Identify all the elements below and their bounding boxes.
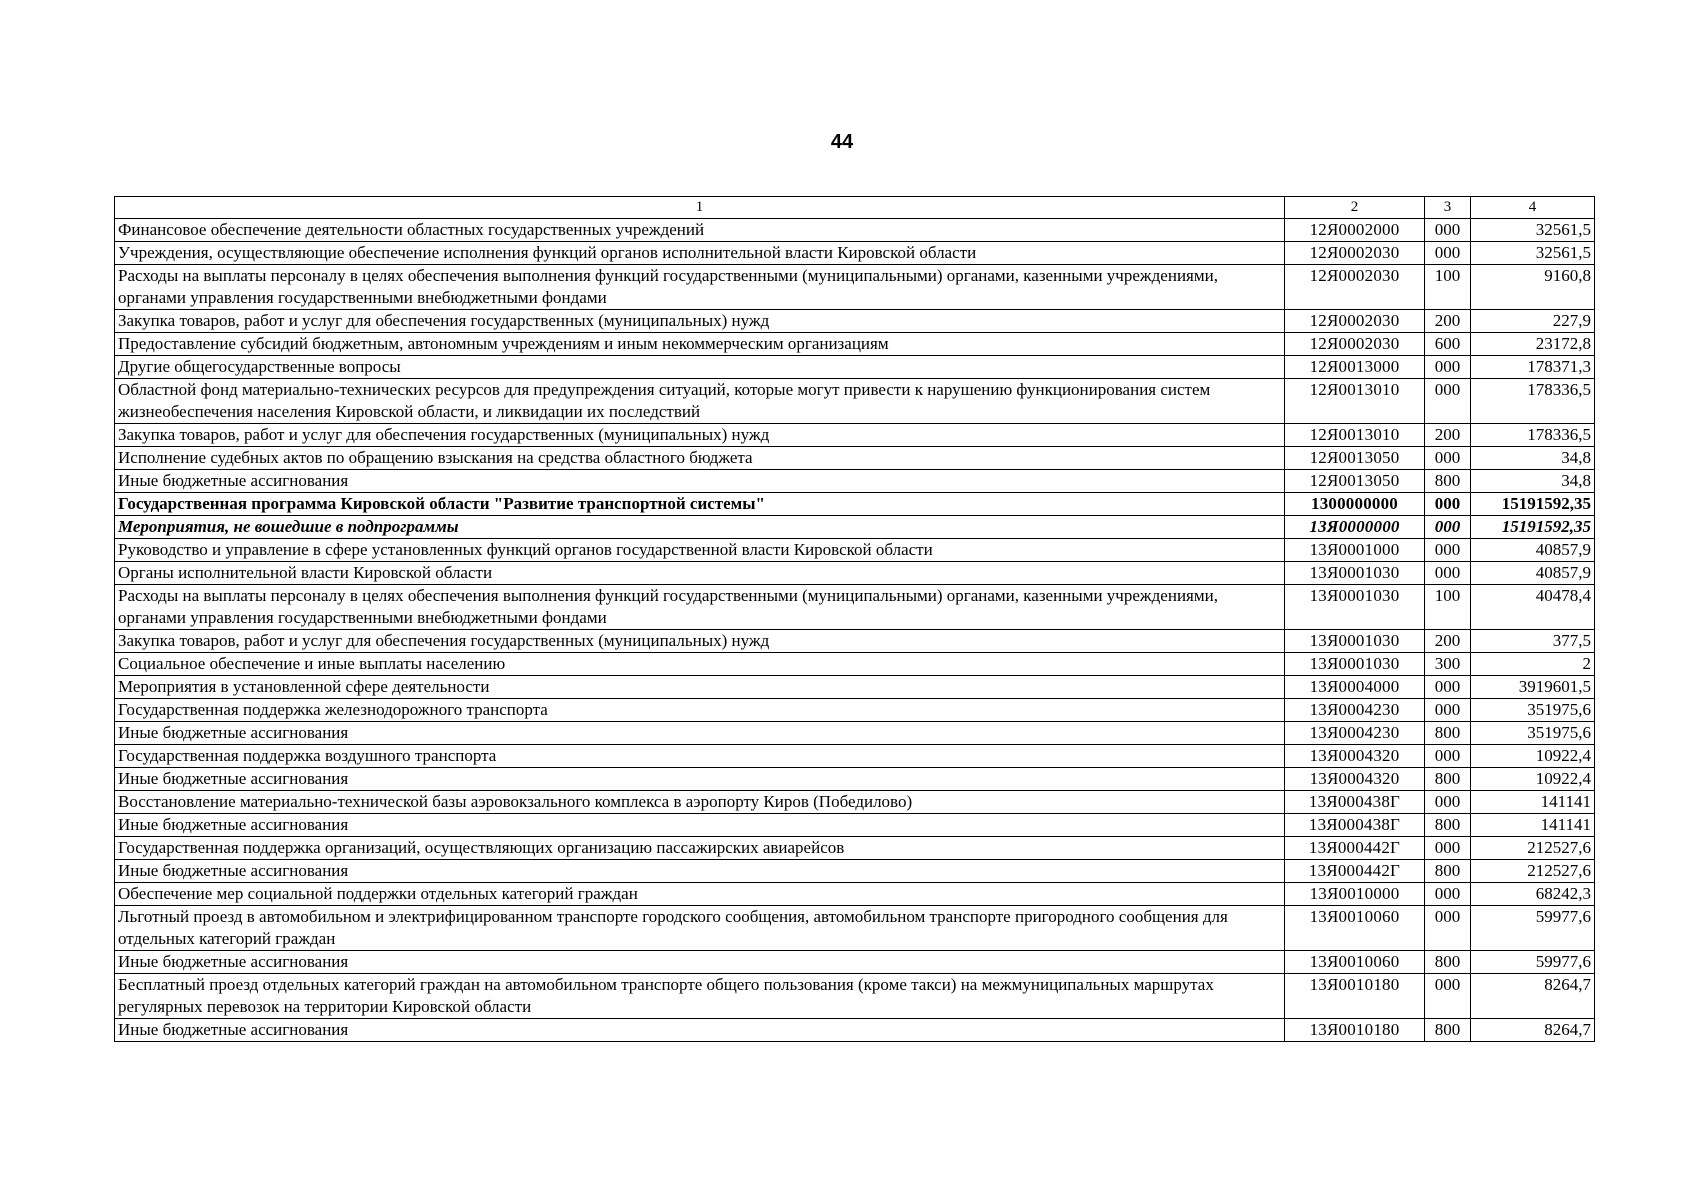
column-header-amount: 4	[1471, 197, 1595, 219]
row-code-cell: 13Я000442Г	[1285, 837, 1425, 860]
table-row	[115, 768, 1595, 791]
row-name-cell: Социальное обеспечение и иные выплаты населению	[115, 653, 1285, 676]
column-header-vr: 3	[1425, 197, 1471, 219]
row-code-cell: 12Я0002030	[1285, 310, 1425, 333]
row-name-cell: Государственная поддержка воздушного транспорта	[115, 745, 1285, 768]
row-code-cell: 13Я0000000	[1285, 516, 1425, 539]
table-row	[115, 906, 1595, 951]
row-vr-cell: 000	[1425, 676, 1471, 699]
table-row	[115, 837, 1595, 860]
row-amount-cell: 15191592,35	[1471, 516, 1595, 539]
row-vr-cell: 000	[1425, 447, 1471, 470]
row-code-cell: 13Я0010180	[1285, 974, 1425, 1019]
row-name-cell: Иные бюджетные ассигнования	[115, 860, 1285, 883]
row-vr-cell: 800	[1425, 814, 1471, 837]
row-code-cell: 13Я0004230	[1285, 699, 1425, 722]
row-name-cell: Бесплатный проезд отдельных категорий граждан на автомобильном транспорте общего пользования (кроме такси) на межмуниципальных маршрутах регулярных перевозок на территории Кировской области	[115, 974, 1285, 1019]
row-code-cell: 13Я0010000	[1285, 883, 1425, 906]
row-amount-cell: 8264,7	[1471, 1019, 1595, 1042]
row-code-cell: 13Я0001030	[1285, 562, 1425, 585]
row-vr-cell: 000	[1425, 539, 1471, 562]
row-name-cell: Другие общегосударственные вопросы	[115, 356, 1285, 379]
table-row	[115, 585, 1595, 630]
table-row	[115, 745, 1595, 768]
table-body	[115, 219, 1595, 1042]
table-header-row	[115, 197, 1595, 219]
row-name-cell: Областной фонд материально-технических ресурсов для предупреждения ситуаций, которые могут привести к нарушению функционирования систем жизнеобеспечения населения Кировской области, и ликвидации их последствий	[115, 379, 1285, 424]
row-amount-cell: 10922,4	[1471, 745, 1595, 768]
row-amount-cell: 10922,4	[1471, 768, 1595, 791]
row-code-cell: 12Я0002030	[1285, 242, 1425, 265]
table-row	[115, 630, 1595, 653]
row-vr-cell: 000	[1425, 219, 1471, 242]
table-row	[115, 814, 1595, 837]
row-vr-cell: 800	[1425, 722, 1471, 745]
row-name-cell: Мероприятия в установленной сфере деятельности	[115, 676, 1285, 699]
row-amount-cell: 8264,7	[1471, 974, 1595, 1019]
row-code-cell: 13Я0001030	[1285, 585, 1425, 630]
table-row	[115, 699, 1595, 722]
row-code-cell: 13Я0004000	[1285, 676, 1425, 699]
table-row	[115, 470, 1595, 493]
row-amount-cell: 32561,5	[1471, 219, 1595, 242]
row-name-cell: Иные бюджетные ассигнования	[115, 722, 1285, 745]
table-row	[115, 951, 1595, 974]
row-code-cell: 13Я000438Г	[1285, 814, 1425, 837]
table-row	[115, 424, 1595, 447]
row-vr-cell: 000	[1425, 745, 1471, 768]
table-row	[115, 791, 1595, 814]
column-header-code: 2	[1285, 197, 1425, 219]
row-vr-cell: 000	[1425, 356, 1471, 379]
row-amount-cell: 34,8	[1471, 470, 1595, 493]
column-header-name: 1	[115, 197, 1285, 219]
row-vr-cell: 000	[1425, 837, 1471, 860]
row-amount-cell: 2	[1471, 653, 1595, 676]
row-name-cell: Закупка товаров, работ и услуг для обеспечения государственных (муниципальных) нужд	[115, 630, 1285, 653]
row-vr-cell: 000	[1425, 379, 1471, 424]
table-row	[115, 447, 1595, 470]
row-code-cell: 12Я0002030	[1285, 333, 1425, 356]
row-code-cell: 1300000000	[1285, 493, 1425, 516]
row-vr-cell: 000	[1425, 562, 1471, 585]
row-amount-cell: 9160,8	[1471, 265, 1595, 310]
row-name-cell: Расходы на выплаты персоналу в целях обеспечения выполнения функций государственными (муниципальными) органами, казенными учреждениями, органами управления государственными внебюджетными фондами	[115, 265, 1285, 310]
table-row	[115, 653, 1595, 676]
table-row	[115, 219, 1595, 242]
table-row	[115, 722, 1595, 745]
row-vr-cell: 000	[1425, 974, 1471, 1019]
table-row	[115, 333, 1595, 356]
row-amount-cell: 212527,6	[1471, 837, 1595, 860]
table-row	[115, 539, 1595, 562]
row-code-cell: 13Я0004320	[1285, 745, 1425, 768]
row-vr-cell: 800	[1425, 470, 1471, 493]
row-vr-cell: 100	[1425, 265, 1471, 310]
row-name-cell: Мероприятия, не вошедшие в подпрограммы	[115, 516, 1285, 539]
table-row	[115, 356, 1595, 379]
row-code-cell: 12Я0013050	[1285, 470, 1425, 493]
row-name-cell: Иные бюджетные ассигнования	[115, 814, 1285, 837]
row-code-cell: 13Я0010060	[1285, 951, 1425, 974]
row-vr-cell: 000	[1425, 791, 1471, 814]
row-amount-cell: 34,8	[1471, 447, 1595, 470]
page-number: 44	[830, 131, 854, 153]
row-vr-cell: 000	[1425, 242, 1471, 265]
row-name-cell: Восстановление материально-технической базы аэровокзального комплекса в аэропорту Киров (Победилово)	[115, 791, 1285, 814]
row-code-cell: 12Я0013010	[1285, 424, 1425, 447]
row-name-cell: Льготный проезд в автомобильном и электрифицированном транспорте городского сообщения, автомобильном транспорте пригородного сообщения для отдельных категорий граждан	[115, 906, 1285, 951]
row-vr-cell: 000	[1425, 516, 1471, 539]
row-name-cell: Государственная поддержка железнодорожного транспорта	[115, 699, 1285, 722]
row-amount-cell: 351975,6	[1471, 699, 1595, 722]
row-name-cell: Финансовое обеспечение деятельности областных государственных учреждений	[115, 219, 1285, 242]
row-name-cell: Учреждения, осуществляющие обеспечение исполнения функций органов исполнительной власти Кировской области	[115, 242, 1285, 265]
table-row	[115, 242, 1595, 265]
row-name-cell: Закупка товаров, работ и услуг для обеспечения государственных (муниципальных) нужд	[115, 424, 1285, 447]
row-amount-cell: 141141	[1471, 814, 1595, 837]
table-row	[115, 265, 1595, 310]
row-name-cell: Предоставление субсидий бюджетным, автономным учреждениям и иным некоммерческим организациям	[115, 333, 1285, 356]
row-amount-cell: 59977,6	[1471, 906, 1595, 951]
row-amount-cell: 3919601,5	[1471, 676, 1595, 699]
table-row	[115, 860, 1595, 883]
row-vr-cell: 100	[1425, 585, 1471, 630]
row-name-cell: Руководство и управление в сфере установленных функций органов государственной власти Кировской области	[115, 539, 1285, 562]
row-code-cell: 13Я0010060	[1285, 906, 1425, 951]
row-name-cell: Иные бюджетные ассигнования	[115, 470, 1285, 493]
row-code-cell: 13Я0004320	[1285, 768, 1425, 791]
row-code-cell: 13Я0001030	[1285, 653, 1425, 676]
row-code-cell: 12Я0002030	[1285, 265, 1425, 310]
row-name-cell: Закупка товаров, работ и услуг для обеспечения государственных (муниципальных) нужд	[115, 310, 1285, 333]
row-code-cell: 13Я0010180	[1285, 1019, 1425, 1042]
row-amount-cell: 59977,6	[1471, 951, 1595, 974]
row-code-cell: 12Я0013050	[1285, 447, 1425, 470]
row-amount-cell: 32561,5	[1471, 242, 1595, 265]
table-row	[115, 676, 1595, 699]
row-code-cell: 12Я0013010	[1285, 379, 1425, 424]
table-row	[115, 310, 1595, 333]
row-amount-cell: 377,5	[1471, 630, 1595, 653]
row-amount-cell: 141141	[1471, 791, 1595, 814]
row-vr-cell: 000	[1425, 883, 1471, 906]
table-row	[115, 974, 1595, 1019]
table-row	[115, 493, 1595, 516]
row-vr-cell: 300	[1425, 653, 1471, 676]
row-vr-cell: 800	[1425, 951, 1471, 974]
row-amount-cell: 40857,9	[1471, 562, 1595, 585]
row-vr-cell: 200	[1425, 424, 1471, 447]
row-amount-cell: 40478,4	[1471, 585, 1595, 630]
row-name-cell: Иные бюджетные ассигнования	[115, 1019, 1285, 1042]
row-amount-cell: 178336,5	[1471, 424, 1595, 447]
row-amount-cell: 227,9	[1471, 310, 1595, 333]
row-code-cell: 13Я0001000	[1285, 539, 1425, 562]
row-code-cell: 12Я0013000	[1285, 356, 1425, 379]
row-vr-cell: 800	[1425, 1019, 1471, 1042]
row-vr-cell: 000	[1425, 493, 1471, 516]
row-vr-cell: 200	[1425, 310, 1471, 333]
row-name-cell: Расходы на выплаты персоналу в целях обеспечения выполнения функций государственными (муниципальными) органами, казенными учреждениями, органами управления государственными внебюджетными фондами	[115, 585, 1285, 630]
budget-table	[114, 196, 1595, 1042]
row-amount-cell: 40857,9	[1471, 539, 1595, 562]
row-amount-cell: 68242,3	[1471, 883, 1595, 906]
row-vr-cell: 600	[1425, 333, 1471, 356]
row-code-cell: 13Я000442Г	[1285, 860, 1425, 883]
row-amount-cell: 23172,8	[1471, 333, 1595, 356]
row-name-cell: Иные бюджетные ассигнования	[115, 951, 1285, 974]
row-code-cell: 13Я000438Г	[1285, 791, 1425, 814]
row-name-cell: Иные бюджетные ассигнования	[115, 768, 1285, 791]
row-amount-cell: 178371,3	[1471, 356, 1595, 379]
row-vr-cell: 200	[1425, 630, 1471, 653]
table-row	[115, 562, 1595, 585]
row-vr-cell: 800	[1425, 768, 1471, 791]
row-vr-cell: 000	[1425, 699, 1471, 722]
row-name-cell: Обеспечение мер социальной поддержки отдельных категорий граждан	[115, 883, 1285, 906]
row-amount-cell: 178336,5	[1471, 379, 1595, 424]
row-code-cell: 12Я0002000	[1285, 219, 1425, 242]
row-name-cell: Государственная поддержка организаций, осуществляющих организацию пассажирских авиарейсов	[115, 837, 1285, 860]
row-code-cell: 13Я0001030	[1285, 630, 1425, 653]
row-name-cell: Государственная программа Кировской области "Развитие транспортной системы"	[115, 493, 1285, 516]
row-amount-cell: 15191592,35	[1471, 493, 1595, 516]
row-amount-cell: 212527,6	[1471, 860, 1595, 883]
table-row	[115, 1019, 1595, 1042]
row-name-cell: Исполнение судебных актов по обращению взыскания на средства областного бюджета	[115, 447, 1285, 470]
row-name-cell: Органы исполнительной власти Кировской области	[115, 562, 1285, 585]
table-row	[115, 516, 1595, 539]
table-row	[115, 379, 1595, 424]
row-code-cell: 13Я0004230	[1285, 722, 1425, 745]
table-row	[115, 883, 1595, 906]
row-vr-cell: 000	[1425, 906, 1471, 951]
row-vr-cell: 800	[1425, 860, 1471, 883]
row-amount-cell: 351975,6	[1471, 722, 1595, 745]
